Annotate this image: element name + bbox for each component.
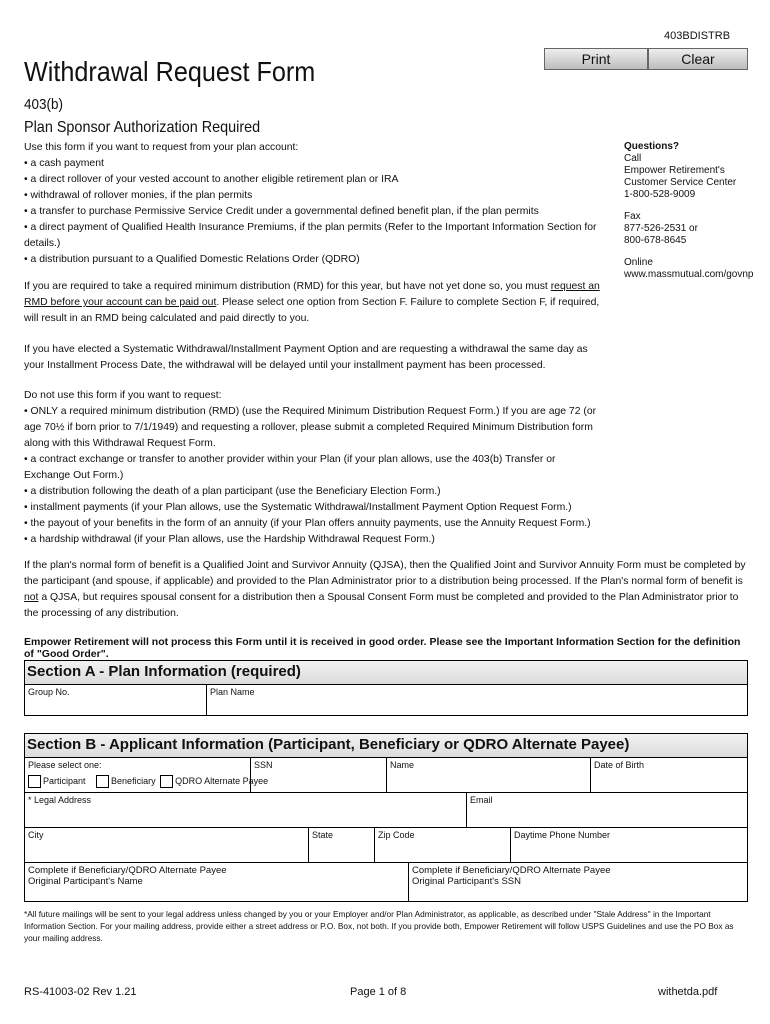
- form-code: 403BDISTRB: [664, 30, 731, 42]
- state-field[interactable]: State: [309, 828, 375, 862]
- qjsa-underlined: not: [24, 592, 39, 603]
- contact-sidebar: [624, 141, 754, 291]
- list-item: • a hardship withdrawal (if your Plan allows, use the Hardship Withdrawal Request Form.): [24, 534, 435, 545]
- do-not-use-list: [24, 404, 604, 548]
- ssn-field[interactable]: SSN: [251, 758, 387, 792]
- online-label: Online: [624, 257, 653, 268]
- systematic-paragraph: If you have elected a Systematic Withdrawal/Installment Payment Option and are requesting a withdrawal the same day as your Installment Process Date, the withdrawal will be delayed until your installment payment has been processed.: [24, 344, 588, 371]
- website-link[interactable]: www.massmutual.com/govnp: [624, 269, 754, 280]
- list-item: • a transfer to purchase Permissive Service Credit under a governmental defined benefit plan, if the plan permits: [24, 206, 539, 217]
- file-name: withetda.pdf: [658, 986, 718, 998]
- intro-text: Use this form if you want to request from your plan account:: [24, 142, 299, 153]
- applicant-type-field: Please select one: Participant Beneficiary QDRO Alternate Payee: [25, 758, 251, 792]
- rmd-underlined: request an RMD before your account can be paid out: [24, 281, 600, 308]
- address-footnote: *All future mailings will be sent to your legal address unless changed by you or your Employer and/or Plan Administrator, as applicable, as described under "Stale Address" in the Important Information Section. For your mailing address, provide either a street address or P.O. Box, not both. If you provide both, Empower Retirement will follow USPS Guidelines and use the PO Box as your mailing address.: [24, 909, 734, 943]
- plan-name-field[interactable]: Plan Name: [210, 687, 255, 697]
- list-item: • a distribution following the death of a plan participant (use the Beneficiary Election Form.): [24, 486, 441, 497]
- qdro-checkbox[interactable]: [160, 775, 173, 788]
- zip-code-field[interactable]: Zip Code: [375, 828, 511, 862]
- section-b-title: Section B - Applicant Information (Participant, Beneficiary or QDRO Alternate Payee): [25, 734, 747, 758]
- rmd-paragraph: If you are required to take a required minimum distribution (RMD) for this year, but have not yet done so, you must request an RMD before your account can be paid out. Please select one option from Section F. Failure to complete Section F, if required, will result in an RMD being calculated and paid directly to you.: [24, 281, 600, 324]
- good-order-notice: Empower Retirement will not process this Form until it is received in good order. Please see the Important Information Section for the definition of "Good Order".: [24, 636, 741, 660]
- section-a-title: Section A - Plan Information (required): [25, 661, 747, 685]
- list-item: • withdrawal of rollover monies, if the plan permits: [24, 190, 253, 201]
- intro-block: [24, 140, 604, 268]
- fax-number-2: 800-678-8645: [624, 235, 687, 246]
- intro-list: [24, 156, 604, 268]
- form-revision: RS-41003-02 Rev 1.21: [24, 986, 137, 998]
- date-of-birth-field[interactable]: Date of Birth: [594, 760, 645, 770]
- daytime-phone-field[interactable]: Daytime Phone Number: [514, 830, 611, 840]
- call-label: Call: [624, 153, 642, 164]
- list-item: • a contract exchange or transfer to another provider within your Plan (if your plan allows, use the 403(b) Transfer or Exchange Out Form.): [24, 454, 556, 481]
- page-title: Withdrawal Request Form: [24, 56, 316, 87]
- do-not-use-heading: Do not use this form if you want to request:: [24, 390, 222, 401]
- beneficiary-checkbox[interactable]: [96, 775, 109, 788]
- city-field[interactable]: City: [25, 828, 309, 862]
- email-field[interactable]: Email: [470, 795, 493, 805]
- list-item: • installment payments (if your Plan allows, use the Systematic Withdrawal/Installment Payment Option Request Form.): [24, 502, 572, 513]
- authorization-heading: Plan Sponsor Authorization Required: [24, 119, 261, 136]
- participant-checkbox[interactable]: [28, 775, 41, 788]
- section-b: [24, 733, 748, 902]
- list-item: • the payout of your benefits in the form of an annuity (if your Plan offers annuity payments, use the Annuity Request Form.): [24, 518, 591, 529]
- call-org: Empower Retirement's Customer Service Center: [624, 165, 737, 188]
- questions-label: Questions?: [624, 141, 680, 152]
- page-number: Page 1 of 8: [350, 986, 407, 998]
- legal-address-field[interactable]: * Legal Address: [25, 793, 467, 827]
- fax-number-1: 877-526-2531 or: [624, 223, 698, 234]
- list-item: • a direct payment of Qualified Health Insurance Premiums, if the plan permits (Refer to the Important Information Section for details.): [24, 222, 597, 249]
- section-a: [24, 660, 748, 716]
- do-not-use-block: [24, 388, 604, 548]
- list-item: • a direct rollover of your vested account to another eligible retirement plan or IRA: [24, 174, 399, 185]
- group-no-field[interactable]: Group No.: [25, 685, 207, 715]
- clear-button[interactable]: Clear: [648, 48, 748, 70]
- print-button[interactable]: Print: [544, 48, 648, 70]
- fax-label: Fax: [624, 211, 641, 222]
- plan-type: 403(b): [24, 96, 64, 113]
- name-field[interactable]: Name: [387, 758, 591, 792]
- list-item: • ONLY a required minimum distribution (RMD) (use the Required Minimum Distribution Request Form.) If you are age 72 (or age 70½ if born prior to 7/1/1949) and requesting a rollover, please submit a completed Required Minimum Distribution form along with this Withdrawal Request Form.: [24, 406, 597, 449]
- original-participant-name-field[interactable]: Complete if Beneficiary/QDRO Alternate Payee Original Participant's Name: [25, 863, 409, 901]
- qjsa-paragraph: If the plan's normal form of benefit is a Qualified Joint and Survivor Annuity (QJSA), then the Qualified Joint and Survivor Annuity Form must be completed by the participant (and spouse, if applicable) and provided to the Plan Administrator prior to a distribution being processed. If the Plan's normal form of benefit is not a QJSA, but requires spousal consent for a distribution then a Spousal Consent Form must be completed and provided to the Plan Administrator prior to the processing of any distribution.: [24, 560, 746, 619]
- list-item: • a distribution pursuant to a Qualified Domestic Relations Order (QDRO): [24, 254, 360, 265]
- list-item: • a cash payment: [24, 158, 104, 169]
- phone-number: 1-800-528-9009: [624, 189, 696, 200]
- original-participant-ssn-field[interactable]: Complete if Beneficiary/QDRO Alternate Payee Original Participant's SSN: [412, 865, 611, 887]
